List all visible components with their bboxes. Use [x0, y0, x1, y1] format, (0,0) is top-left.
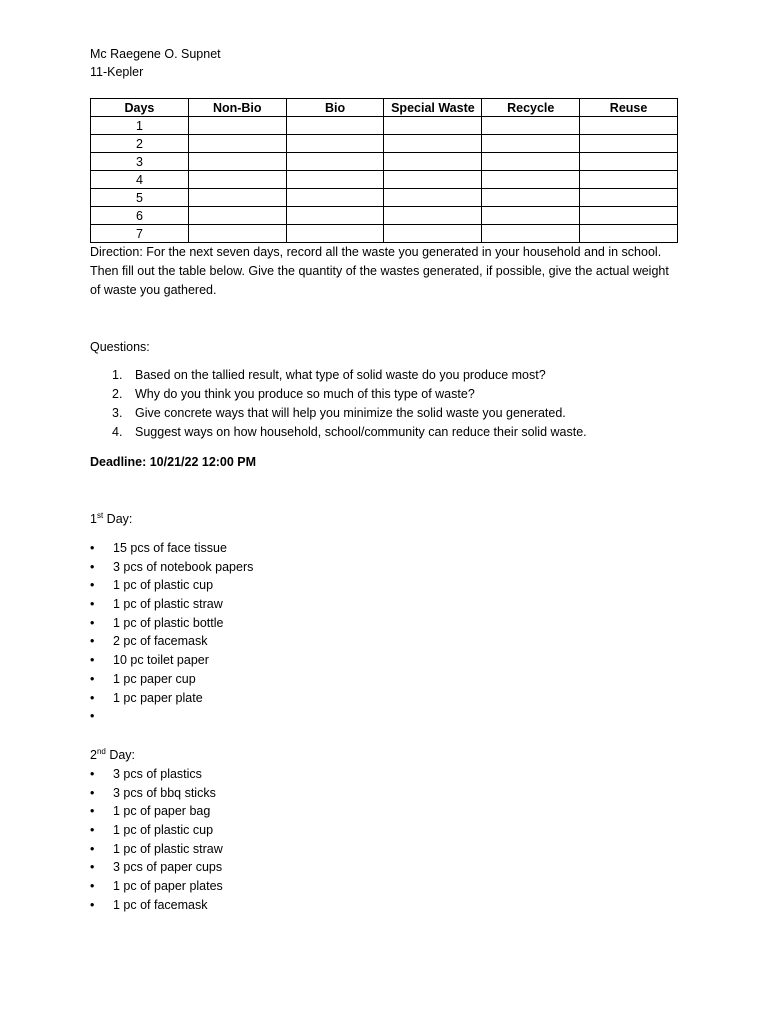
waste-item-text: 1 pc of plastic cup — [113, 578, 214, 593]
table-row — [91, 135, 678, 153]
question-text: Give concrete ways that will help you minimize the solid waste you generated. — [135, 406, 566, 420]
header-recycle: Recycle — [482, 99, 580, 117]
empty-cell — [188, 171, 286, 189]
day-cell: 4 — [91, 171, 189, 189]
list-item — [90, 404, 587, 423]
empty-cell — [580, 225, 678, 243]
empty-cell — [286, 117, 384, 135]
bullet-icon: • — [90, 615, 95, 630]
empty-cell — [482, 207, 580, 225]
empty-cell — [286, 171, 384, 189]
list-item — [90, 877, 223, 896]
list-item — [90, 840, 223, 859]
empty-cell — [580, 171, 678, 189]
day2-label: Day: — [105, 748, 136, 762]
empty-cell — [384, 117, 482, 135]
waste-item-text: 15 pcs of face tissue — [113, 541, 227, 555]
direction-paragraph: Direction: For the next seven days, record all the waste you generated in your household and in school. Then fill out the table below. Give the quantity of the wastes generated, if possible, give the actual weight of waste you gathered. — [90, 245, 669, 297]
table-row — [91, 189, 678, 207]
empty-cell — [482, 117, 580, 135]
table-row — [91, 207, 678, 225]
deadline: Deadline: 10/21/22 12:00 PM — [90, 455, 257, 469]
list-item — [90, 765, 223, 784]
empty-cell — [482, 171, 580, 189]
empty-cell — [286, 189, 384, 207]
bullet-icon: • — [90, 597, 95, 612]
empty-cell — [384, 225, 482, 243]
header-special-waste: Special Waste — [384, 99, 482, 117]
list-item — [90, 707, 253, 726]
empty-cell — [580, 189, 678, 207]
day2-number: 2 — [90, 748, 97, 762]
waste-item-text: 1 pc of plastic straw — [113, 841, 223, 856]
header-reuse: Reuse — [580, 99, 678, 117]
bullet-icon: • — [90, 841, 95, 856]
day1-heading — [90, 510, 132, 528]
list-item — [90, 896, 223, 915]
empty-cell — [384, 189, 482, 207]
waste-item-text: 1 pc of facemask — [113, 897, 208, 912]
student-name: Mc Raegene O. Supnet — [90, 47, 221, 61]
empty-cell — [482, 153, 580, 171]
bullet-icon: • — [90, 578, 95, 593]
empty-cell — [482, 135, 580, 153]
empty-cell — [286, 153, 384, 171]
bullet-icon: • — [90, 823, 95, 838]
empty-cell — [580, 207, 678, 225]
day-cell: 6 — [91, 207, 189, 225]
list-item — [90, 576, 253, 595]
day-cell: 3 — [91, 153, 189, 171]
empty-cell — [580, 117, 678, 135]
day1-waste-list — [90, 539, 253, 726]
waste-log-table — [90, 98, 678, 243]
waste-item-text: 1 pc of plastic straw — [113, 597, 223, 612]
day-cell: 1 — [91, 117, 189, 135]
question-number: 3. — [112, 406, 123, 420]
empty-cell — [188, 207, 286, 225]
day-cell: 5 — [91, 189, 189, 207]
empty-cell — [384, 171, 482, 189]
question-text: Based on the tallied result, what type of solid waste do you produce most? — [135, 368, 546, 382]
day1-number: 1 — [90, 512, 97, 526]
list-item — [90, 632, 253, 651]
list-item — [90, 802, 223, 821]
student-section: 11-Kepler — [90, 65, 144, 79]
bullet-icon: • — [90, 879, 95, 894]
waste-item-text: 1 pc paper cup — [113, 671, 196, 686]
bullet-icon: • — [90, 559, 95, 574]
waste-item-text: 3 pcs of paper cups — [113, 860, 223, 875]
empty-cell — [384, 207, 482, 225]
waste-item-text: 1 pc of plastic bottle — [113, 615, 224, 630]
empty-cell — [188, 117, 286, 135]
day-cell: 7 — [91, 225, 189, 243]
day1-ordinal: st — [96, 511, 104, 520]
bullet-icon: • — [90, 653, 95, 668]
waste-item-text: 2 pc of facemask — [113, 634, 208, 649]
list-item — [90, 784, 223, 803]
list-item — [90, 539, 253, 558]
list-item — [90, 651, 253, 670]
list-item — [90, 423, 587, 442]
bullet-icon: • — [90, 634, 95, 649]
bullet-icon: • — [90, 897, 95, 912]
header-bio: Bio — [286, 99, 384, 117]
empty-cell — [188, 135, 286, 153]
list-item — [90, 821, 223, 840]
day2-ordinal: nd — [96, 747, 106, 756]
empty-cell — [286, 207, 384, 225]
empty-cell — [580, 153, 678, 171]
empty-cell — [188, 153, 286, 171]
question-number: 4. — [112, 425, 123, 439]
question-number: 2. — [112, 387, 123, 401]
bullet-icon: • — [90, 541, 95, 555]
list-item — [90, 858, 223, 877]
empty-cell — [482, 189, 580, 207]
list-item — [90, 366, 587, 385]
waste-item-text: 3 pcs of plastics — [113, 767, 202, 781]
waste-item-text: 1 pc of paper plates — [113, 879, 223, 894]
table-row — [91, 225, 678, 243]
waste-item-text: 3 pcs of notebook papers — [113, 559, 254, 574]
question-number: 1. — [112, 368, 123, 382]
table-row — [91, 171, 678, 189]
table-header-row — [91, 99, 678, 117]
list-item — [90, 614, 253, 633]
waste-item-text: 1 pc of paper bag — [113, 804, 211, 819]
empty-cell — [286, 135, 384, 153]
list-item — [90, 595, 253, 614]
question-text: Suggest ways on how household, school/community can reduce their solid waste. — [135, 425, 587, 439]
empty-cell — [188, 189, 286, 207]
waste-item-text: 10 pc toilet paper — [113, 653, 209, 668]
bullet-icon: • — [90, 767, 95, 781]
empty-cell — [188, 225, 286, 243]
day2-heading — [90, 746, 135, 764]
waste-item-text: 3 pcs of bbq sticks — [113, 785, 216, 800]
empty-cell — [384, 135, 482, 153]
day-cell: 2 — [91, 135, 189, 153]
bullet-icon: • — [90, 804, 95, 819]
bullet-icon: • — [90, 671, 95, 686]
empty-cell — [286, 225, 384, 243]
day2-waste-list — [90, 765, 223, 915]
question-text: Why do you think you produce so much of this type of waste? — [135, 387, 475, 401]
table-row — [91, 153, 678, 171]
list-item — [90, 670, 253, 689]
list-item — [90, 689, 253, 708]
bullet-icon: • — [90, 690, 95, 705]
bullet-icon: • — [90, 860, 95, 875]
waste-item-text: 1 pc paper plate — [113, 690, 203, 705]
header-days: Days — [91, 99, 189, 117]
questions-list — [90, 366, 587, 442]
empty-cell — [384, 153, 482, 171]
waste-item-text: 1 pc of plastic cup — [113, 823, 214, 838]
list-item — [90, 385, 587, 404]
questions-title: Questions: — [90, 340, 150, 354]
bullet-icon: • — [90, 785, 95, 800]
table-row — [91, 117, 678, 135]
empty-cell — [482, 225, 580, 243]
empty-cell — [580, 135, 678, 153]
day1-label: Day: — [103, 512, 133, 526]
bullet-icon: • — [90, 709, 95, 724]
header-non-bio: Non-Bio — [188, 99, 286, 117]
list-item — [90, 558, 253, 577]
